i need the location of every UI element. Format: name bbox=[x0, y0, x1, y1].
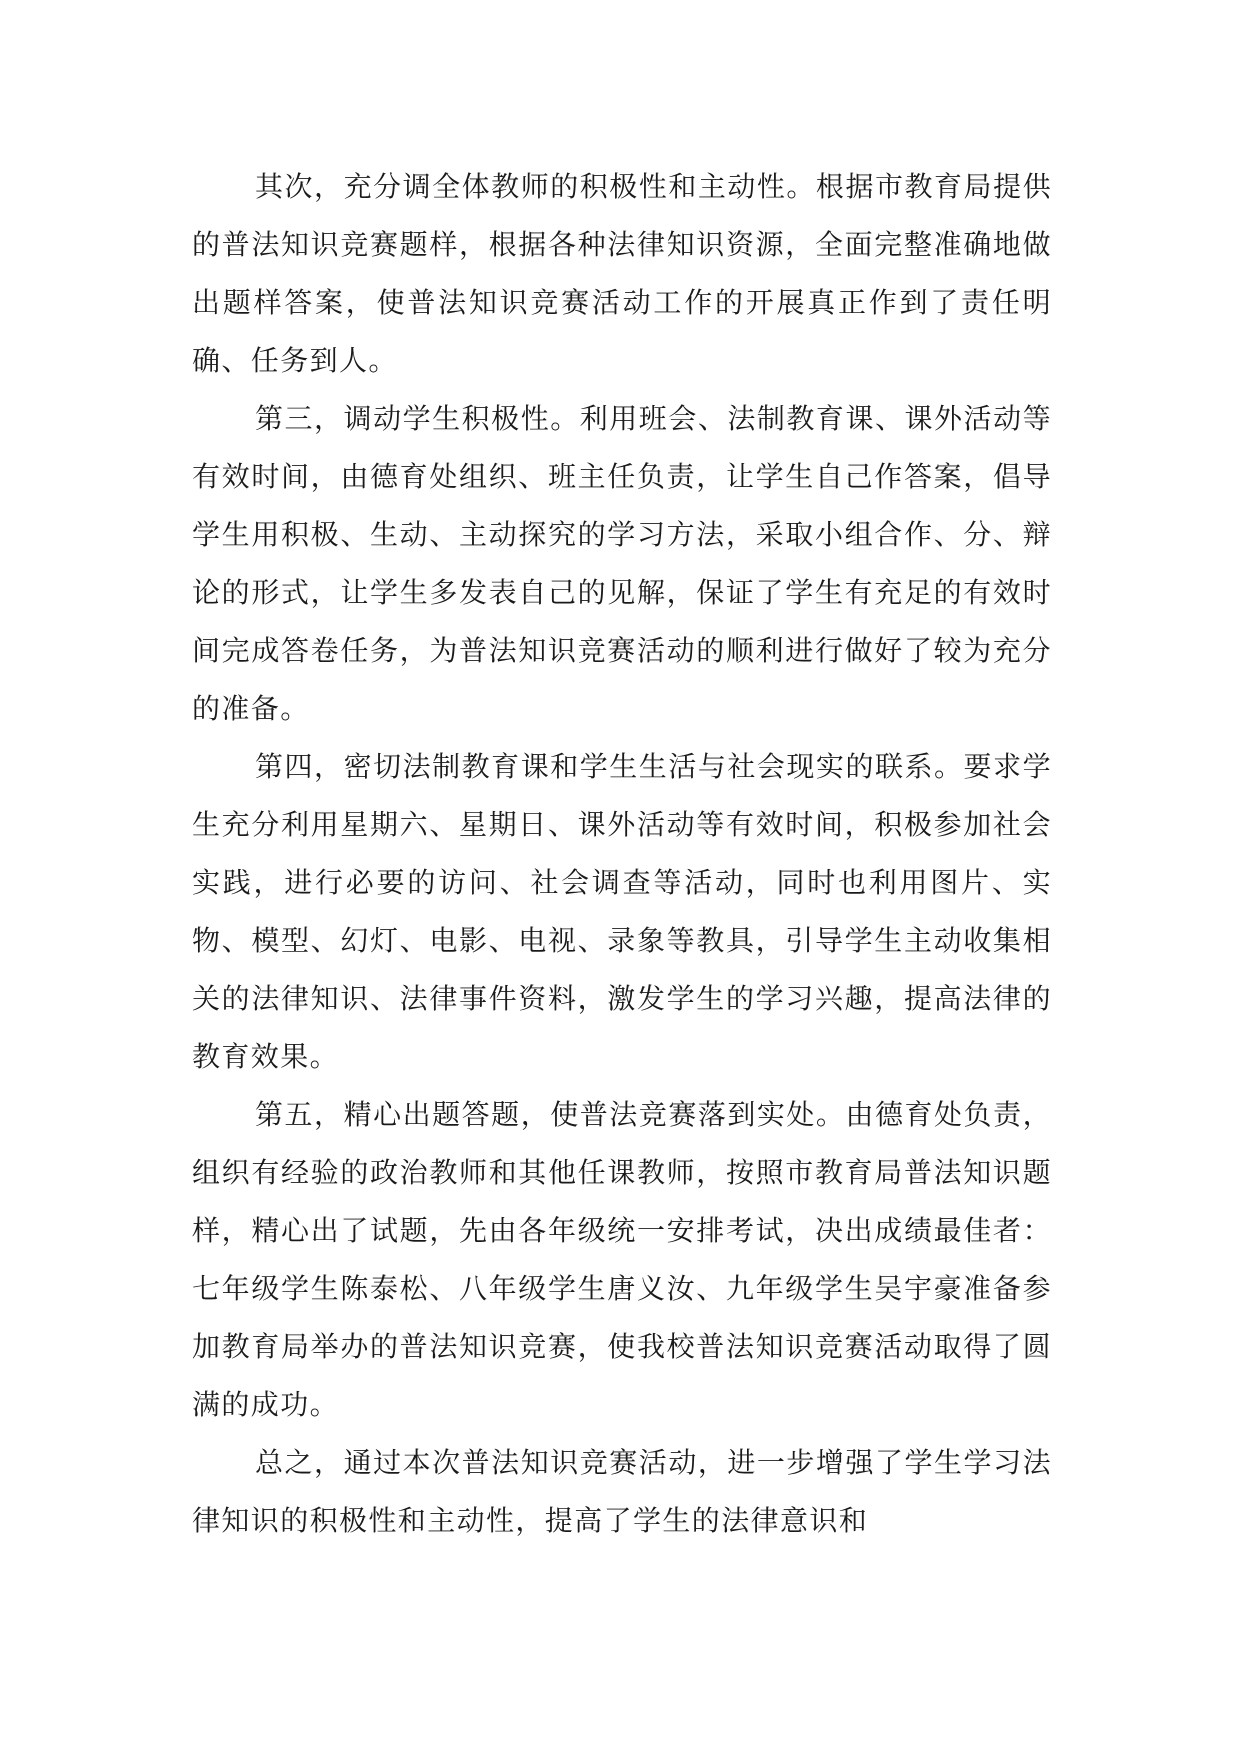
paragraph-students: 第三，调动学生积极性。利用班会、法制教育课、课外活动等有效时间，由德育处组织、班主任负责，让学生自己作答案，倡导学生用积极、生动、主动探究的学习方法，采取小组合作、分、辩论的形式，让学生多发表自己的见解，保证了学生有充足的有效时间完成答卷任务，为普法知识竞赛活动的顺利进行做好了较为充分的准备。 bbox=[192, 402, 1052, 725]
paragraph-practice: 第四，密切法制教育课和学生生活与社会现实的联系。要求学生充分利用星期六、星期日、课外活动等有效时间，积极参加社会实践，进行必要的访问、社会调查等活动，同时也利用图片、实物、模型、幻灯、电影、电视、录象等教具，引导学生主动收集相关的法律知识、法律事件资料，激发学生的学习兴趣，提高法律的教育效果。 bbox=[192, 750, 1052, 1073]
paragraph-questions: 第五，精心出题答题，使普法竞赛落到实处。由德育处负责，组织有经验的政治教师和其他任课教师，按照市教育局普法知识题样，精心出了试题，先由各年级统一安排考试，决出成绩最佳者：七年级学生陈泰松、八年级学生唐义汝、九年级学生吴宇豪准备参加教育局举办的普法知识竞赛，使我校普法知识竞赛活动取得了圆满的成功。 bbox=[192, 1098, 1052, 1421]
paragraph-summary: 总之，通过本次普法知识竞赛活动，进一步增强了学生学习法律知识的积极性和主动性，提高了学生的法律意识和 bbox=[192, 1446, 1052, 1537]
document-body bbox=[192, 158, 1052, 1550]
paragraph-teachers: 其次，充分调全体教师的积极性和主动性。根据市教育局提供的普法知识竞赛题样，根据各种法律知识资源，全面完整准确地做出题样答案，使普法知识竞赛活动工作的开展真正作到了责任明确、任务到人。 bbox=[192, 170, 1052, 377]
